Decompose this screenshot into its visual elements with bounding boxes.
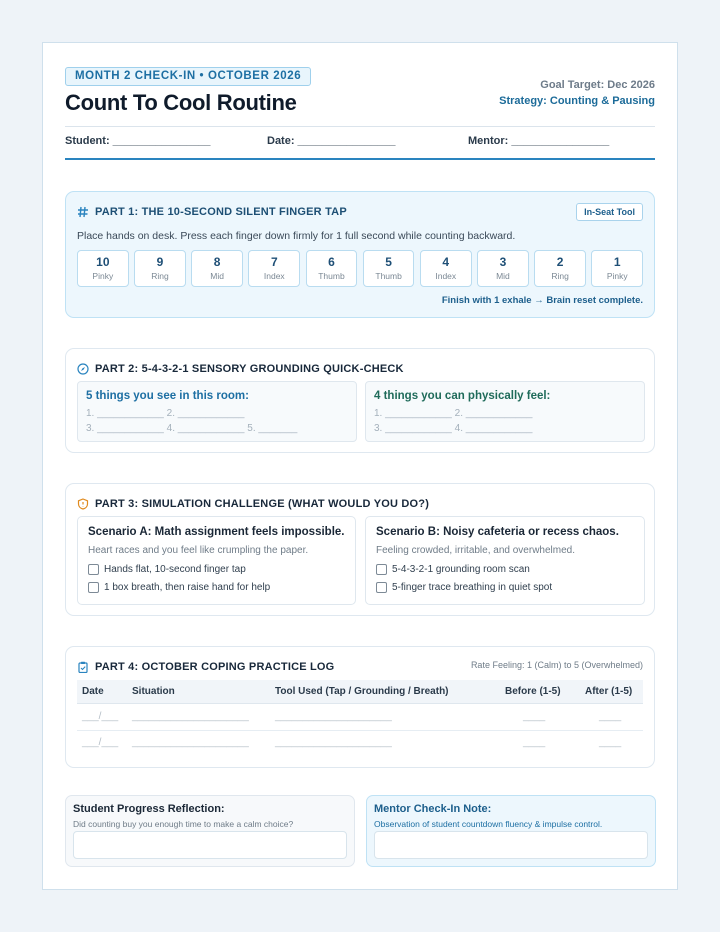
shield-icon — [77, 498, 89, 510]
col-situation: Situation — [132, 686, 175, 697]
cell-tool[interactable]: _____________________ — [275, 737, 392, 748]
cell-situation[interactable]: _____________________ — [132, 711, 249, 722]
mentor-note-box — [366, 795, 656, 867]
scenario-b-option-2[interactable] — [376, 582, 552, 593]
student-reflection-title: Student Progress Reflection: — [73, 803, 225, 815]
see-line-2[interactable]: 3. ____________ 4. ____________ 5. _______ — [86, 423, 298, 434]
col-date: Date — [82, 686, 104, 697]
feel-title: 4 things you can physically feel: — [374, 390, 551, 402]
in-seat-tool-tag: In-Seat Tool — [576, 203, 643, 221]
finger-count: 2 — [556, 255, 564, 269]
option-label: 5-4-3-2-1 grounding room scan — [392, 564, 530, 575]
part2-heading — [77, 363, 404, 375]
cell-before[interactable]: ____ — [523, 737, 546, 748]
part1-finish-note: Finish with 1 exhale → Brain reset complete. — [441, 295, 643, 306]
part4-title: PART 4: OCTOBER COPING PRACTICE LOG — [95, 661, 335, 673]
table-row[interactable] — [77, 705, 643, 731]
scenario-a-option-2[interactable] — [88, 582, 270, 593]
student-reflection-prompt: Did counting buy you enough time to make a calm choice? — [73, 819, 294, 829]
month-badge: MONTH 2 CHECK-IN • OCTOBER 2026 — [65, 67, 311, 86]
option-label: 1 box breath, then raise hand for help — [104, 582, 271, 593]
finger-name: Index — [435, 271, 457, 281]
col-after: After (1-5) — [585, 686, 633, 697]
part3-heading — [77, 498, 429, 510]
scenario-a — [77, 516, 356, 605]
option-label: 5-finger trace breathing in quiet spot — [392, 582, 553, 593]
part4-card — [65, 646, 655, 768]
checkbox[interactable] — [376, 582, 387, 593]
clipboard-icon — [77, 661, 89, 673]
scenario-b-desc: Feeling crowded, irritable, and overwhelmed. — [376, 545, 575, 556]
finger-cell — [248, 250, 300, 287]
finger-name: Thumb — [318, 271, 345, 281]
rating-scale-note: Rate Feeling: 1 (Calm) to 5 (Overwhelmed) — [470, 660, 643, 670]
strategy-label: Strategy: Counting & Pausing — [499, 95, 655, 107]
finger-name: Pinky — [92, 271, 114, 281]
mentor-note-input[interactable] — [374, 831, 648, 859]
checkbox[interactable] — [88, 564, 99, 575]
mentor-note-title: Mentor Check-In Note: — [374, 803, 492, 815]
part3-title: PART 3: SIMULATION CHALLENGE (WHAT WOULD YOU DO?) — [95, 498, 430, 510]
accent-divider — [65, 158, 655, 160]
log-table-header — [77, 680, 643, 704]
scenario-b-option-1[interactable] — [376, 564, 530, 575]
date-field[interactable]: Date: ________________ — [267, 135, 396, 147]
cell-date[interactable]: ___/___ — [82, 737, 119, 748]
part1-title: PART 1: THE 10-SECOND SILENT FINGER TAP — [95, 206, 347, 218]
finger-name: Ring — [551, 271, 569, 281]
finger-name: Mid — [496, 271, 510, 281]
part1-card — [65, 191, 655, 318]
finger-count: 8 — [213, 255, 221, 269]
finger-name: Pinky — [606, 271, 628, 281]
finger-count: 7 — [270, 255, 278, 269]
finger-cell — [77, 250, 129, 287]
col-tool: Tool Used (Tap / Grounding / Breath) — [275, 686, 449, 697]
finger-name: Index — [263, 271, 285, 281]
student-reflection-input[interactable] — [73, 831, 347, 859]
cell-tool[interactable]: _____________________ — [275, 711, 392, 722]
finger-cell — [420, 250, 472, 287]
table-row[interactable] — [77, 731, 643, 757]
finger-count: 9 — [156, 255, 164, 269]
cell-after[interactable]: ____ — [599, 737, 622, 748]
part1-heading — [77, 206, 347, 218]
finger-cell — [306, 250, 358, 287]
mentor-note-prompt: Observation of student countdown fluency & impulse control. — [374, 819, 603, 829]
finger-cell — [191, 250, 243, 287]
feel-box — [365, 381, 645, 442]
part1-description: Place hands on desk. Press each finger down firmly for 1 full second while counting backward. — [77, 230, 516, 242]
checkbox[interactable] — [88, 582, 99, 593]
finger-count: 5 — [385, 255, 392, 269]
finger-name: Mid — [210, 271, 224, 281]
see-box — [77, 381, 357, 442]
finger-cell — [134, 250, 186, 287]
goal-target: Goal Target: Dec 2026 — [540, 79, 655, 91]
finger-count: 4 — [442, 255, 450, 269]
header-divider — [65, 126, 655, 127]
part3-card — [65, 483, 655, 616]
finger-count: 3 — [499, 255, 507, 269]
scenario-b-title: Scenario B: Noisy cafeteria or recess chaos. — [376, 526, 619, 538]
finger-name: Ring — [151, 271, 169, 281]
cell-date[interactable]: ___/___ — [82, 711, 119, 722]
student-field[interactable]: Student: ________________ — [65, 135, 211, 147]
scenario-a-desc: Heart races and you feel like crumpling the paper. — [88, 545, 309, 556]
page-title: Count To Cool Routine — [65, 90, 297, 115]
cell-situation[interactable]: _____________________ — [132, 737, 249, 748]
compass-icon — [77, 363, 89, 375]
scenario-b — [365, 516, 645, 605]
finger-cell — [477, 250, 529, 287]
finger-count: 1 — [613, 255, 621, 269]
finger-count: 6 — [328, 255, 335, 269]
see-title: 5 things you see in this room: — [86, 390, 249, 402]
part2-card — [65, 348, 655, 453]
info-fields — [65, 135, 655, 149]
mentor-field[interactable]: Mentor: ________________ — [468, 135, 610, 147]
finger-name: Thumb — [375, 271, 402, 281]
finger-cell — [534, 250, 586, 287]
feel-line-2[interactable]: 3. ____________ 4. ____________ — [374, 423, 533, 434]
col-before: Before (1-5) — [505, 686, 561, 697]
see-line-1[interactable]: 1. ____________ 2. ____________ — [86, 408, 245, 419]
finger-tap-row — [77, 250, 643, 287]
worksheet-page — [42, 42, 678, 890]
part4-heading — [77, 661, 334, 673]
cell-before[interactable]: ____ — [523, 711, 546, 722]
scenario-a-title: Scenario A: Math assignment feels impossible. — [88, 526, 345, 538]
option-label: Hands flat, 10-second finger tap — [104, 564, 246, 575]
hash-icon — [77, 206, 89, 218]
checkbox[interactable] — [376, 564, 387, 575]
finger-cell — [363, 250, 415, 287]
feel-line-1[interactable]: 1. ____________ 2. ____________ — [374, 408, 533, 419]
part2-title: PART 2: 5-4-3-2-1 SENSORY GROUNDING QUICK-CHECK — [95, 363, 404, 375]
finger-count: 10 — [96, 255, 110, 269]
scenario-a-option-1[interactable] — [88, 564, 246, 575]
finger-cell — [591, 250, 643, 287]
student-reflection-box — [65, 795, 355, 867]
cell-after[interactable]: ____ — [599, 711, 622, 722]
